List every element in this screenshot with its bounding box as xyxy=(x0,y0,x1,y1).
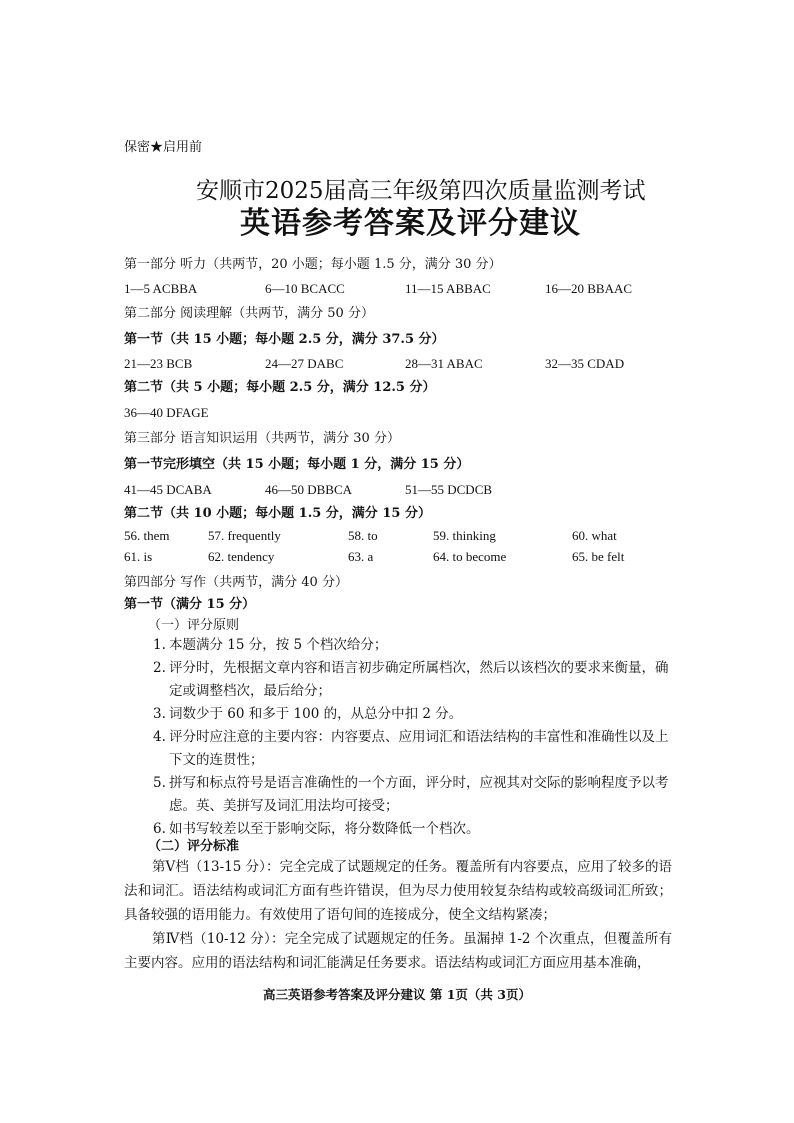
exam-title: 安顺市2025届高三年级第四次质量监测考试 xyxy=(196,178,646,204)
part1-heading: 第一部分 听力（共两节，20 小题；每小题 1.5 分，满分 30 分） xyxy=(124,257,502,272)
level5-paragraph: 第Ⅴ档（13-15 分）：完全完成了试题规定的任务。覆盖所有内容要点，应用了较多的语法和词汇。语法结构或词汇方面有些许错误，但为尽力使用较复杂结构或较高级词汇所致；具备较强的语用能力。有效使用了语句间的连接成分，使全文结构紧凑； xyxy=(124,859,672,923)
answer-group: 11—15 ABBAC xyxy=(405,281,491,296)
fill-answer: 62. tendency xyxy=(208,549,275,564)
fill-answer: 63. a xyxy=(348,549,374,564)
part2-section2-heading: 第二节（共 5 小题；每小题 2.5 分，满分 12.5 分） xyxy=(124,380,436,395)
confidential-label: 保密★启用前 xyxy=(124,140,203,155)
answer-group: 24—27 DABC xyxy=(265,356,344,371)
answer-group: 32—35 CDAD xyxy=(545,356,625,371)
principle-number: 4. xyxy=(153,729,166,745)
part3-section2-heading: 第二节（共 10 小题；每小题 1.5 分，满分 15 分） xyxy=(124,506,431,521)
part4-heading: 第四部分 写作（共两节，满分 40 分） xyxy=(124,575,348,590)
part4-section1-heading: 第一节（满分 15 分） xyxy=(124,597,256,612)
principle-text: 本题满分 15 分，按 5 个档次给分； xyxy=(169,637,388,653)
answer-group: 46—50 DBBCA xyxy=(265,482,353,497)
fill-answer: 65. be felt xyxy=(572,549,625,564)
principle-text: 评分时应注意的主要内容：内容要点、应用词汇和语法结构的丰富性和准确性以及上下文的连贯性； xyxy=(169,729,669,768)
principle-item xyxy=(153,726,673,772)
principle-number: 5. xyxy=(153,775,166,791)
fill-answer: 57. frequently xyxy=(208,528,281,543)
principle-text: 词数少于 60 和多于 100 的，从总分中扣 2 分。 xyxy=(169,706,463,722)
principle-number: 3. xyxy=(153,706,166,722)
document-title: 英语参考答案及评分建议 xyxy=(240,206,581,241)
fill-answer: 56. them xyxy=(124,528,170,543)
part3-section1-heading: 第一节完形填空（共 15 小题；每小题 1 分，满分 15 分） xyxy=(124,457,470,472)
answer-group: 36—40 DFAGE xyxy=(124,405,209,420)
level4-paragraph: 第Ⅳ档（10-12 分）：完全完成了试题规定的任务。虽漏掉 1-2 个次重点，但覆盖所有主要内容。应用的语法结构和词汇能满足任务要求。语法结构或词汇方面应用基本准确， xyxy=(124,931,672,971)
principle-text: 如书写较差以至于影响交际，将分数降低一个档次。 xyxy=(169,821,480,837)
principle-number: 2. xyxy=(153,660,166,676)
principle-number: 6. xyxy=(153,821,166,837)
principle-item xyxy=(153,703,673,726)
principle-number: 1. xyxy=(153,637,166,653)
principles-heading: （一）评分原则 xyxy=(148,618,240,633)
fill-answer: 61. is xyxy=(124,549,153,564)
answer-group: 41—45 DCABA xyxy=(124,482,212,497)
part2-heading: 第二部分 阅读理解（共两节，满分 50 分） xyxy=(124,306,374,321)
part3-heading: 第三部分 语言知识运用（共两节，满分 30 分） xyxy=(124,431,400,446)
answer-group: 21—23 BCB xyxy=(124,356,193,371)
fill-answer: 60. what xyxy=(572,528,617,543)
answer-group: 16—20 BBAAC xyxy=(545,281,633,296)
principle-text: 拼写和标点符号是语言准确性的一个方面，评分时，应视其对交际的影响程度予以考虑。英、美拼写及词汇用法均可接受； xyxy=(169,775,669,814)
answer-group: 28—31 ABAC xyxy=(405,356,483,371)
fill-answer: 64. to become xyxy=(433,549,507,564)
answer-group: 51—55 DCDCB xyxy=(405,482,493,497)
answer-group: 6—10 BCACC xyxy=(265,281,345,296)
answer-group: 1—5 ACBBA xyxy=(124,281,198,296)
principle-item xyxy=(153,657,673,703)
fill-answer: 58. to xyxy=(348,528,378,543)
standards-heading: （二）评分标准 xyxy=(148,839,240,854)
page-footer: 高三英语参考答案及评分建议 第 1页（共 3页） xyxy=(263,987,531,1002)
principle-item xyxy=(153,772,673,818)
principle-item xyxy=(153,634,673,657)
fill-answer: 59. thinking xyxy=(433,528,496,543)
principle-text: 评分时，先根据文章内容和语言初步确定所属档次，然后以该档次的要求来衡量，确定或调整档次，最后给分； xyxy=(169,660,669,699)
part2-section1-heading: 第一节（共 15 小题；每小题 2.5 分，满分 37.5 分） xyxy=(124,332,445,347)
